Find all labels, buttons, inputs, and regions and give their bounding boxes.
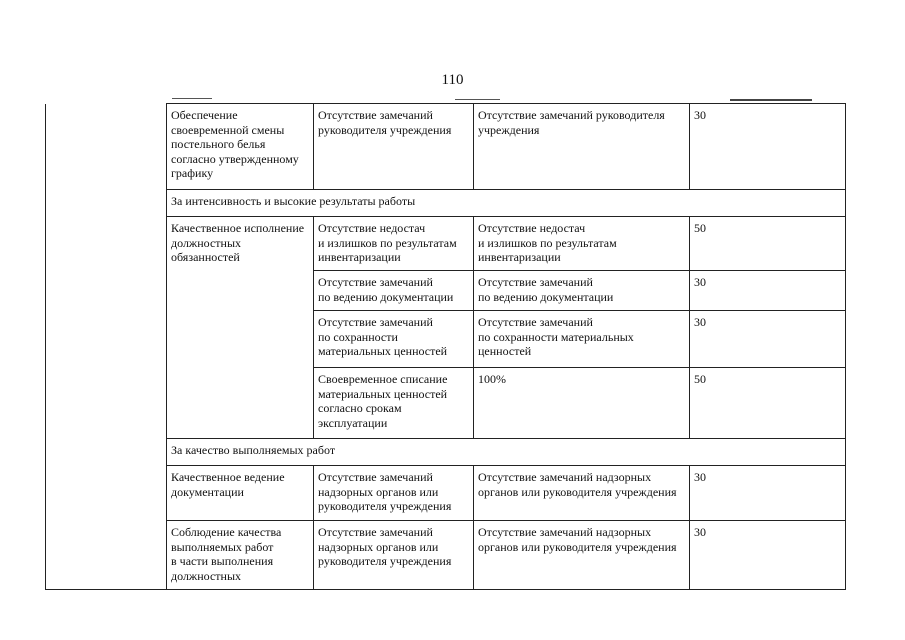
points-cell: 30: [690, 104, 846, 190]
points-cell: 30: [690, 311, 846, 368]
points-cell: 30: [690, 271, 846, 311]
points-cell: 30: [690, 466, 846, 521]
criterion-cell: Качественное ведение документации: [167, 466, 314, 521]
condition-cell: Отсутствие замечаний надзорных органов или руководителя учреждения: [474, 521, 690, 590]
section-title: За качество выполняемых работ: [167, 439, 846, 466]
criterion-cell: Качественное исполнение должностных обязанностей: [167, 217, 314, 439]
section-title: За интенсивность и высокие результаты работы: [167, 190, 846, 217]
indicator-cell: Своевременное списание материальных ценностей согласно срокам эксплуатации: [314, 368, 474, 439]
condition-cell: Отсутствие замечаний по сохранности материальных ценностей: [474, 311, 690, 368]
table-row: [46, 104, 846, 190]
points-cell: 50: [690, 368, 846, 439]
indicator-cell: Отсутствие замечаний надзорных органов или руководителя учреждения: [314, 466, 474, 521]
points-cell: 50: [690, 217, 846, 271]
scan-artifact-line: [455, 99, 500, 100]
indicator-cell: Отсутствие замечаний по сохранности материальных ценностей: [314, 311, 474, 368]
condition-cell: 100%: [474, 368, 690, 439]
table-body: [46, 104, 846, 590]
condition-cell: Отсутствие замечаний по ведению документации: [474, 271, 690, 311]
scan-artifact-line: [172, 98, 212, 99]
condition-cell: Отсутствие замечаний надзорных органов или руководителя учреждения: [474, 466, 690, 521]
indicator-cell: Отсутствие замечаний руководителя учреждения: [314, 104, 474, 190]
criteria-table: [45, 103, 846, 590]
criterion-cell: Обеспечение своевременной смены постельного белья согласно утвержденному графику: [167, 104, 314, 190]
indicator-cell: Отсутствие замечаний по ведению документации: [314, 271, 474, 311]
criterion-cell: Соблюдение качества выполняемых работ в части выполнения должностных: [167, 521, 314, 590]
points-cell: 30: [690, 521, 846, 590]
scan-artifact-line: [730, 99, 812, 101]
blank-first-column: [46, 104, 167, 590]
page-number: 110: [441, 72, 464, 88]
condition-cell: Отсутствие недостач и излишков по результатам инвентаризации: [474, 217, 690, 271]
condition-cell: Отсутствие замечаний руководителя учреждения: [474, 104, 690, 190]
indicator-cell: Отсутствие замечаний надзорных органов или руководителя учреждения: [314, 521, 474, 590]
indicator-cell: Отсутствие недостач и излишков по результатам инвентаризации: [314, 217, 474, 271]
